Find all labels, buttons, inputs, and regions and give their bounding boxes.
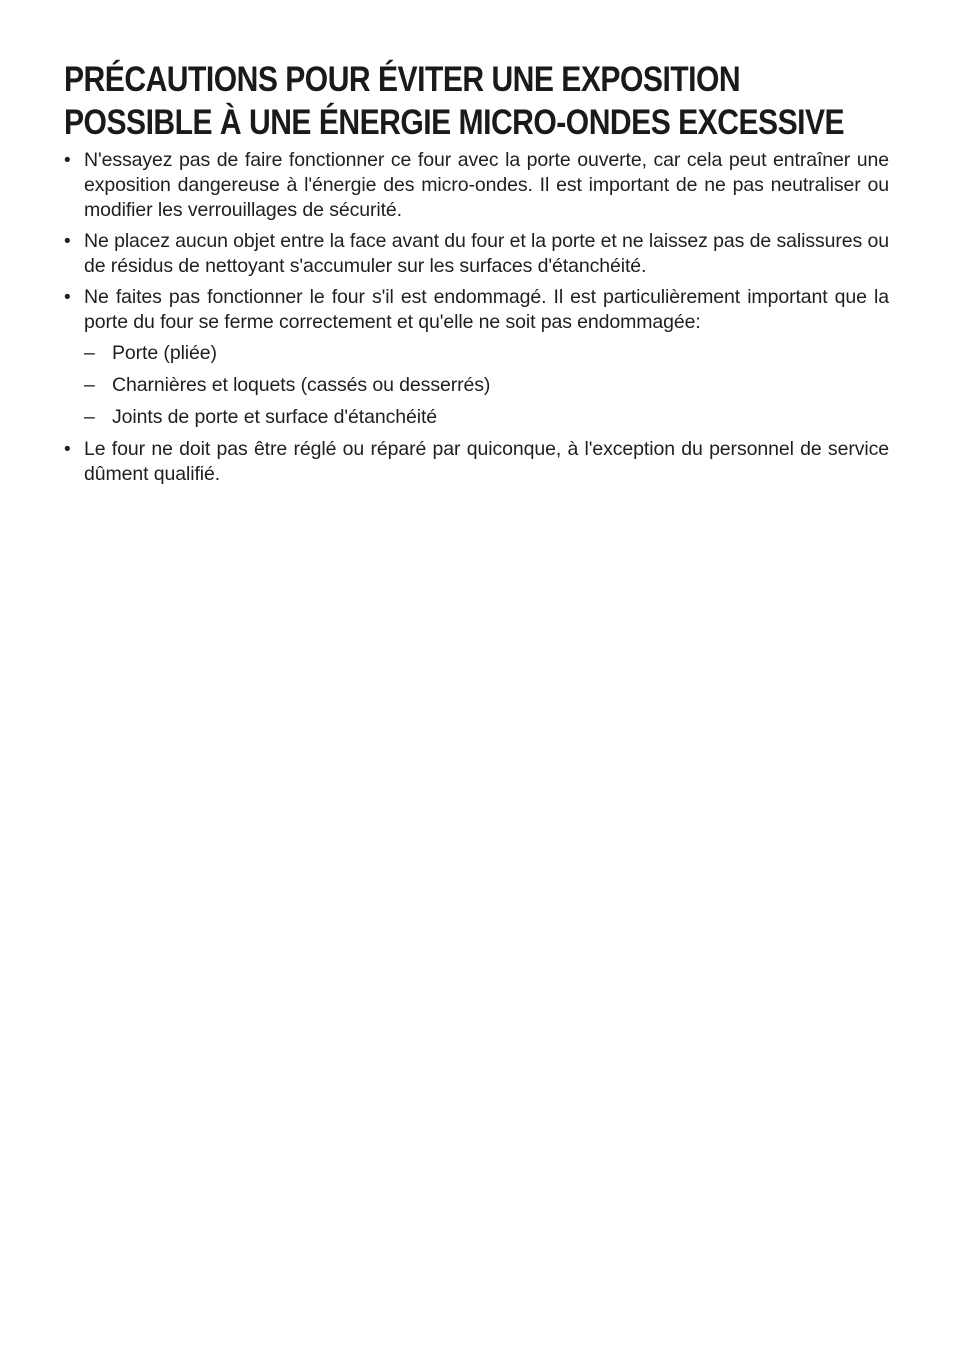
title-line-1: PRÉCAUTIONS POUR ÉVITER UNE EXPOSITION xyxy=(64,60,741,99)
sublist-item-text: Charnières et loquets (cassés ou desserrés) xyxy=(112,374,491,396)
bullet-icon: • xyxy=(64,231,71,252)
list-item-text: Ne faites pas fonctionner le four s'il est endommagé. Il est particulièrement important que la porte du four se ferme correctement et qu'elle ne soit pas endommagée: xyxy=(84,286,889,333)
list-item-text: Ne placez aucun objet entre la face avant du four et la porte et ne laissez pas de salissures ou de résidus de nettoyant s'accumuler sur les surfaces d'étanchéité. xyxy=(84,230,889,277)
list-item xyxy=(64,148,889,223)
dash-icon: – xyxy=(84,406,95,428)
sublist-item-text: Joints de porte et surface d'étanchéité xyxy=(112,406,438,428)
sublist-item xyxy=(64,405,889,430)
dash-icon: – xyxy=(84,374,95,396)
damage-sublist xyxy=(84,341,889,430)
list-item xyxy=(64,229,889,279)
bullet-icon: • xyxy=(64,150,71,171)
list-item-text: N'essayez pas de faire fonctionner ce four avec la porte ouverte, car cela peut entraîner une exposition dangereuse à l'énergie des micro-ondes. Il est important de ne pas neutraliser ou modifier les verrouillages de sécurité. xyxy=(84,149,889,221)
list-item-text: Le four ne doit pas être réglé ou réparé par quiconque, à l'exception du personnel de service dûment qualifié. xyxy=(84,438,889,485)
list-item xyxy=(64,285,889,430)
sublist-item xyxy=(64,341,889,366)
sublist-item-text: Porte (pliée) xyxy=(112,342,217,364)
page-title xyxy=(64,58,890,144)
bullet-icon: • xyxy=(64,439,71,460)
precautions-list xyxy=(64,148,889,487)
sublist-item xyxy=(64,373,889,398)
dash-icon: – xyxy=(84,342,95,364)
document-page xyxy=(64,58,889,493)
list-item xyxy=(64,437,889,487)
title-line-2: POSSIBLE À UNE ÉNERGIE MICRO-ONDES EXCESSIVE xyxy=(64,103,845,142)
bullet-icon: • xyxy=(64,287,71,308)
